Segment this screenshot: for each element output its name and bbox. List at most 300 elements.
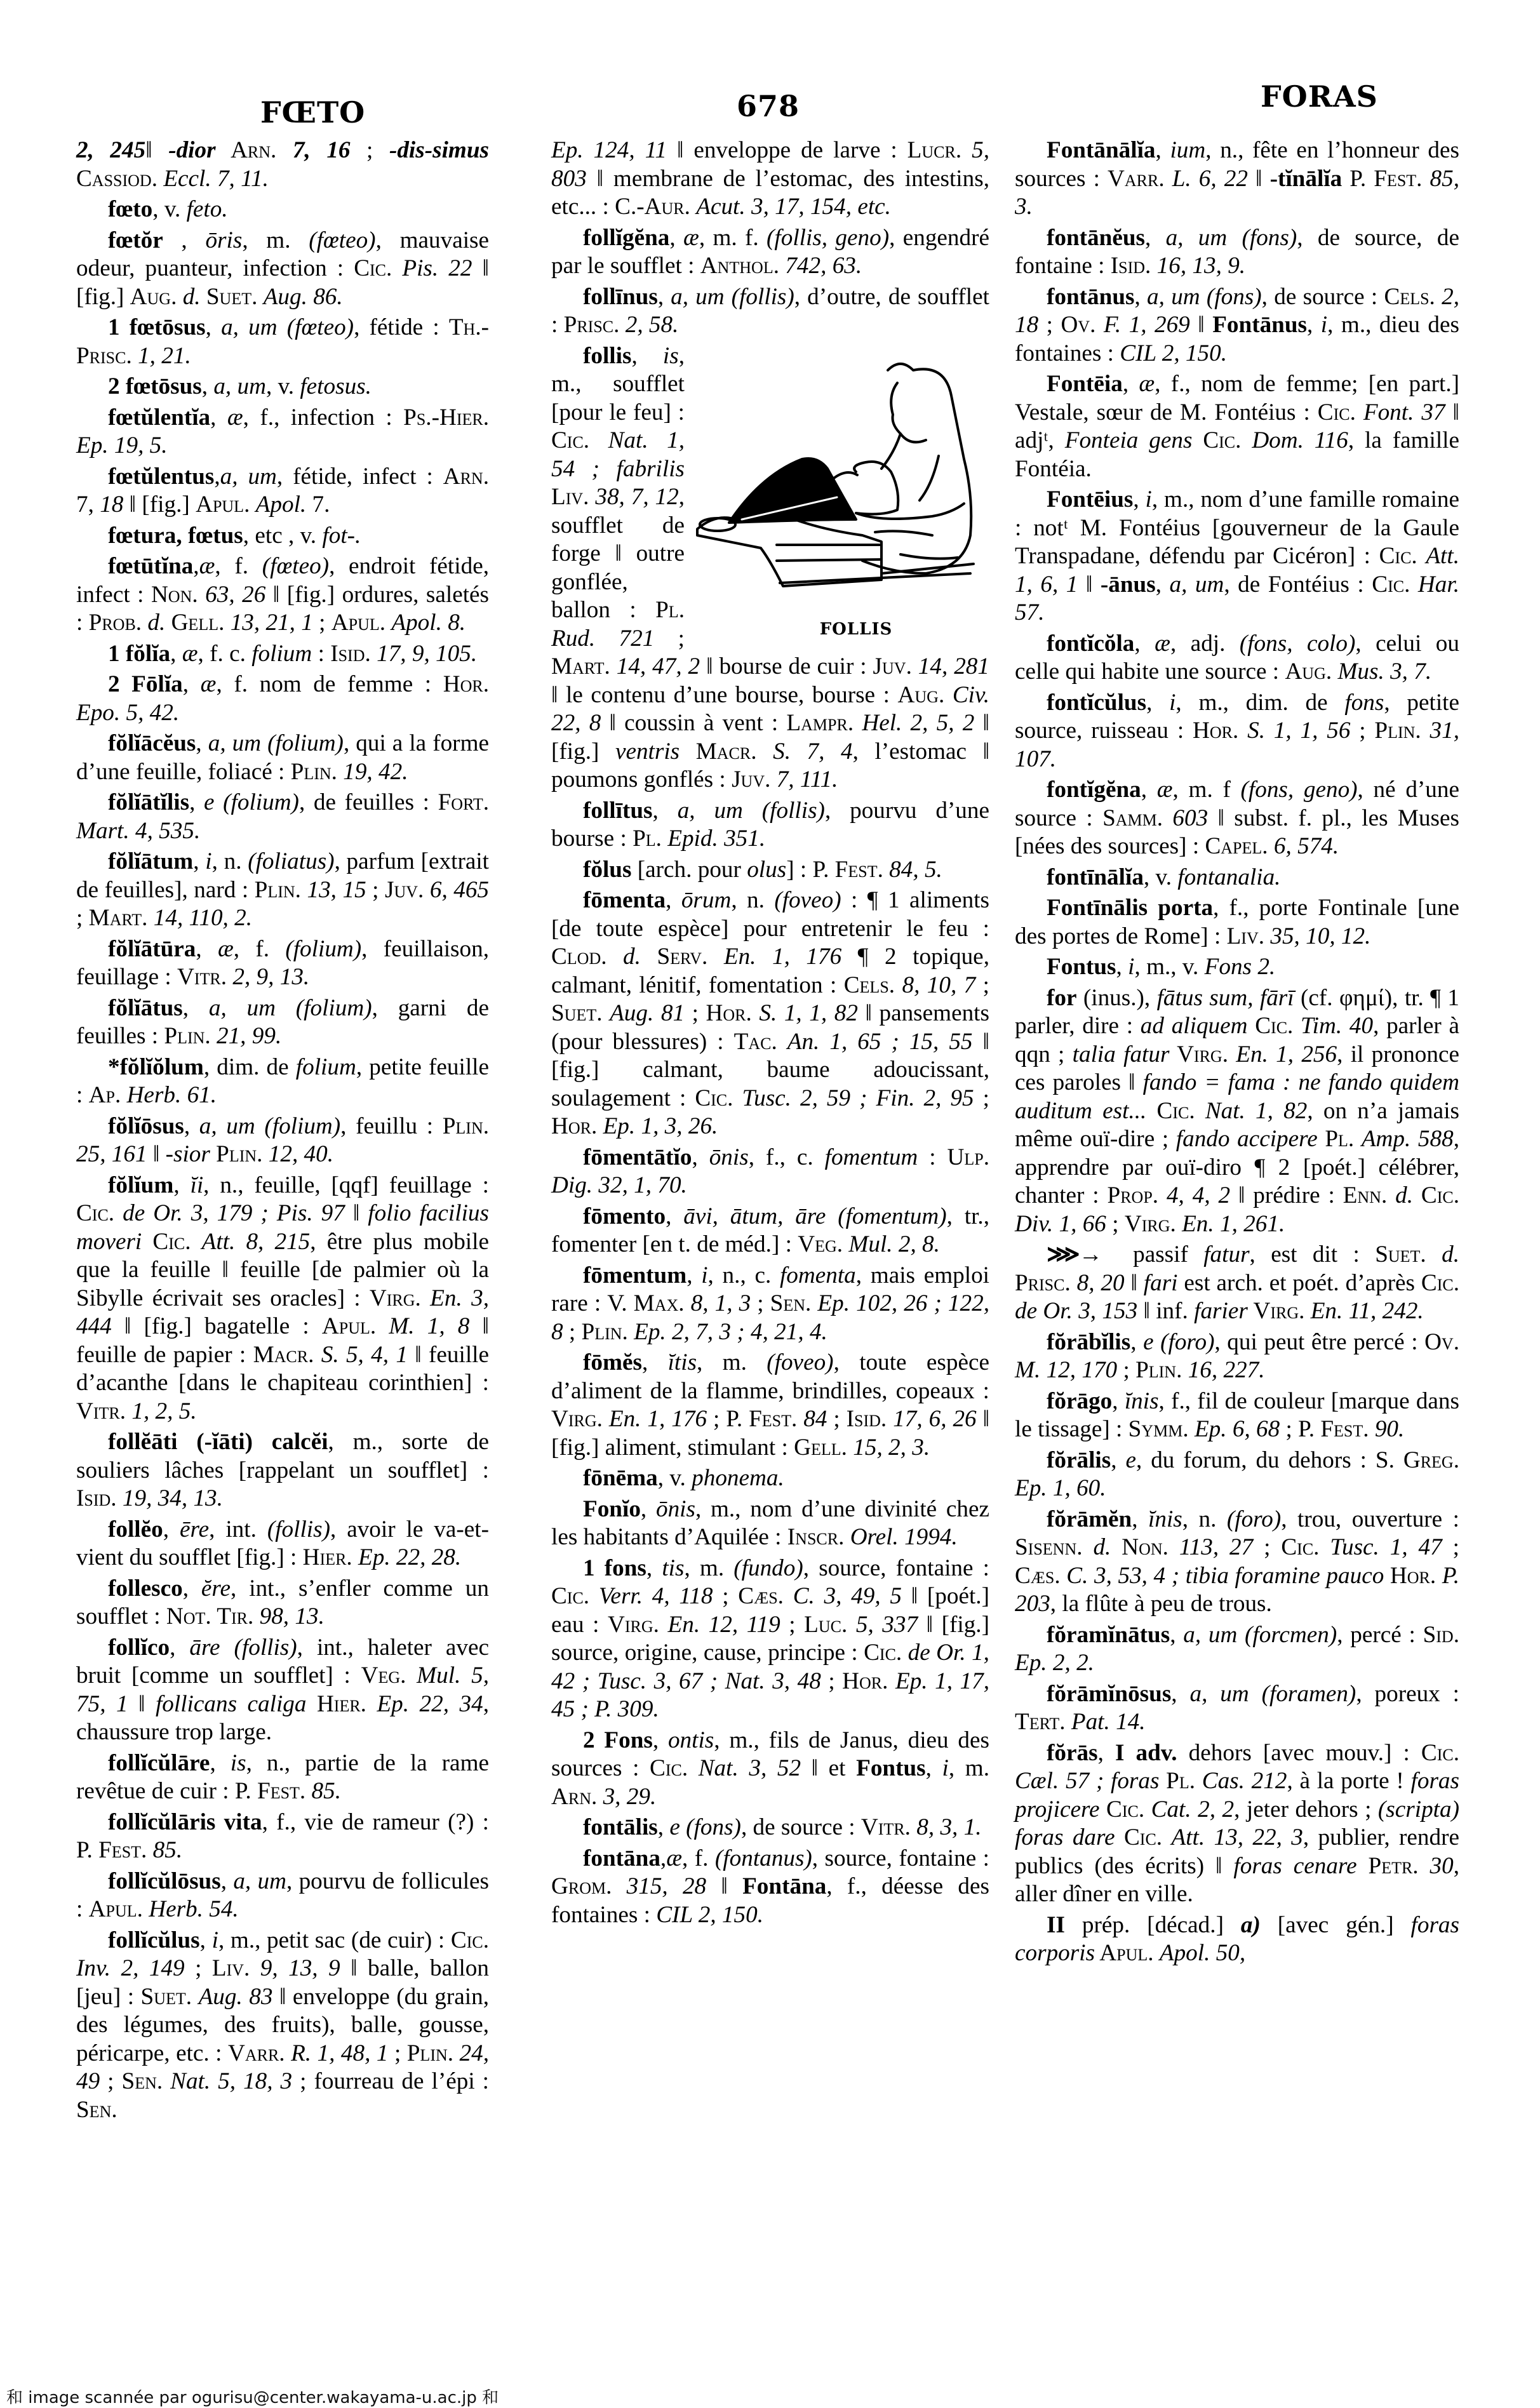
headword: follĭcŭlāre: [108, 1749, 210, 1776]
entry-text: fatur: [1203, 1241, 1250, 1268]
entry-text: de Or. 3, 153: [1015, 1298, 1138, 1324]
entry-text: Cic.: [1421, 1739, 1459, 1766]
entry-text: En. 12, 119: [667, 1611, 780, 1638]
entry-text: Dig. 32, 1, 70.: [551, 1172, 687, 1198]
entry-text: , m., soufflet [pour le feu] :: [551, 342, 685, 425]
entry-text: ;: [1038, 312, 1061, 338]
entry-text: Cic.: [1146, 1097, 1205, 1124]
entry-text: æ: [1156, 777, 1173, 803]
dictionary-entry: [76, 137, 489, 193]
headword: fŏrās: [1047, 1739, 1098, 1766]
dictionary-entry: [76, 404, 489, 460]
entry-text: 1, 2, 5.: [131, 1398, 197, 1424]
entry-text: fomentum: [824, 1144, 918, 1170]
entry-text: Att. 13, 22, 3: [1171, 1824, 1303, 1850]
entry-text: Hor.: [1384, 1562, 1442, 1589]
entry-text: fando = fama : ne fando quidem auditum est...: [1015, 1069, 1459, 1124]
entry-text: a): [1240, 1911, 1261, 1938]
entry-text: ‖ [fig.] ordures, saletés :: [76, 581, 490, 636]
entry-text: tis: [662, 1555, 685, 1581]
headword: 1 fŏlĭa: [108, 640, 171, 667]
entry-text: ;: [184, 1955, 212, 1981]
entry-text: Virg.: [551, 1406, 609, 1432]
dictionary-entry: [1015, 486, 1459, 627]
dictionary-entry: [1015, 283, 1459, 368]
entry-text: ,: [189, 789, 204, 815]
entry-text: Fest.: [834, 856, 890, 883]
entry-text: follicans caliga: [155, 1690, 307, 1717]
entry-text: ,: [184, 1113, 199, 1139]
entry-text: , feuillu :: [340, 1113, 443, 1139]
entry-text: i: [1145, 486, 1152, 512]
entry-text: 18: [100, 492, 124, 518]
entry-text: , f., vie de rameur (?) : P.: [76, 1809, 489, 1863]
entry-text: is: [662, 342, 679, 369]
entry-text: ‖: [344, 1200, 368, 1226]
entry-text: Mart.: [88, 905, 154, 931]
entry-text: 90.: [1374, 1416, 1405, 1442]
entry-text: Plin.: [406, 2040, 460, 2066]
entry-text: , parfum [extrait de feuilles], nard :: [76, 848, 490, 903]
entry-text: Aug.: [130, 283, 183, 310]
entry-text: Cic.: [695, 1085, 742, 1111]
entry-text: ‖ [fig.] bagatelle :: [111, 1313, 322, 1339]
entry-text: 25, 161: [76, 1141, 147, 1167]
entry-text: Cic.: [1421, 1269, 1460, 1296]
entry-text: Amp. 588: [1361, 1126, 1454, 1152]
entry-text: 98, 13.: [259, 1603, 325, 1629]
entry-text: ,: [193, 553, 199, 579]
entry-text: e (foro): [1143, 1328, 1215, 1355]
entry-text: (foveo): [774, 887, 841, 913]
entry-text: Fest.: [1320, 1416, 1375, 1442]
entry-text: Virg.: [1124, 1210, 1182, 1237]
entry-text: , n., feuille, [qqf] feuillage :: [203, 1172, 489, 1198]
entry-text: Capel.: [1205, 833, 1274, 859]
entry-text: , m., petit sac (de cuir) :: [218, 1927, 451, 1953]
entry-text: olus: [747, 856, 787, 883]
entry-text: æ: [200, 671, 217, 697]
entry-text: Tert.: [1015, 1709, 1071, 1735]
entry-text: En. 1, 261.: [1182, 1210, 1285, 1237]
entry-text: ‖ [fig.]: [123, 492, 196, 518]
entry-text: Dom. 116: [1252, 427, 1348, 453]
entry-text: Apol. 8.: [391, 610, 466, 636]
entry-text: ,: [1134, 630, 1155, 657]
headword: fōnēma: [583, 1465, 658, 1491]
entry-text: , m., fils de Janus, dieu des sources :: [551, 1727, 990, 1781]
entry-text: , aller dîner en ville.: [1015, 1852, 1459, 1907]
entry-text: i: [701, 1262, 708, 1288]
entry-text: ; P.: [707, 1406, 749, 1432]
dictionary-entry: [551, 1464, 989, 1493]
entry-text: Cic.: [864, 1640, 908, 1666]
headword: fŏlĭum: [108, 1172, 174, 1198]
entry-text: Th.-Prisc.: [76, 314, 490, 369]
dictionary-entry: [76, 1927, 489, 2125]
entry-text: ,: [1171, 1680, 1190, 1707]
entry-text: Macr.: [680, 738, 773, 765]
entry-text: , m., nom d’une famille romaine : notᵗ M. Fontéius [gouverneur de la Gaule Transpadane, défendu par Cicéron] :: [1015, 486, 1459, 569]
entry-text: ,: [1155, 571, 1170, 598]
arrow-icon: ⋙→: [1047, 1241, 1102, 1268]
entry-text: , est dit :: [1249, 1241, 1376, 1268]
dictionary-entry: [551, 1555, 989, 1724]
entry-text: ium: [1170, 137, 1206, 163]
entry-text: Fonteia gens: [1064, 427, 1193, 453]
entry-text: Non.: [1111, 1534, 1179, 1560]
entry-text: ,: [657, 283, 671, 310]
entry-text: 13, 15: [307, 876, 366, 903]
entry-text: 7.: [306, 492, 330, 518]
headword: fontĭgĕna: [1047, 777, 1141, 803]
headword: fŏrāmĕn: [1047, 1506, 1132, 1532]
entry-text: L. 6, 22: [1172, 165, 1248, 192]
entry-text: P.: [1342, 165, 1374, 192]
entry-text: ;: [1350, 718, 1375, 744]
entry-text: Pl.: [655, 597, 685, 623]
entry-text: Veg.: [798, 1231, 849, 1257]
entry-text: 84, 5.: [889, 856, 942, 883]
dictionary-entry: [76, 552, 489, 638]
entry-text: e (fons): [669, 1814, 741, 1840]
entry-text: ‖ le contenu d’une bourse, bourse :: [551, 681, 898, 708]
headword: follis: [583, 342, 632, 369]
entry-text: Ep. 1, 60.: [1015, 1475, 1106, 1501]
entry-text: ; fourreau de l’épi :: [292, 2068, 489, 2094]
entry-text: ;: [975, 972, 989, 998]
entry-text: ,: [666, 1203, 684, 1229]
entry-text: ; P.: [1280, 1416, 1321, 1442]
dictionary-entry: [76, 522, 489, 551]
entry-text: 9, 13, 9: [260, 1955, 340, 1981]
entry-text: Font. 37: [1363, 399, 1445, 425]
entry-text: ōrum: [681, 887, 732, 913]
entry-text: 85, 3.: [1015, 165, 1460, 220]
entry-text: fot-.: [322, 522, 361, 549]
entry-text: ,: [173, 1172, 191, 1198]
entry-text: , celui ou celle qui habite une source :: [1015, 630, 1459, 685]
entry-text: Samm.: [1102, 805, 1173, 831]
entry-text: , qui a la forme d’une feuille, foliacé :: [76, 730, 489, 785]
entry-text: Verr. 4, 118: [598, 1583, 713, 1609]
entry-text: , v.: [265, 373, 300, 399]
entry-text: feto.: [186, 196, 228, 222]
entry-text: [avec gén.]: [1260, 1911, 1411, 1938]
dictionary-entry: [551, 1203, 989, 1259]
entry-text: æ: [217, 935, 234, 962]
headword: fŏlĭātĭlis: [108, 789, 190, 815]
entry-text: Ep. 22, 34: [377, 1690, 483, 1717]
entry-text: Plin.: [164, 1023, 217, 1049]
entry-text: 19, 42.: [343, 758, 408, 785]
entry-text: folium: [295, 1054, 356, 1080]
entry-text: ;: [780, 1611, 805, 1638]
entry-text: , f.: [233, 935, 286, 962]
entry-text: ēre: [179, 1516, 210, 1542]
entry-text: ,: [1146, 689, 1170, 716]
entry-text: foras projicere: [1015, 1768, 1459, 1823]
entry-text: ,: [925, 1755, 942, 1781]
headword: follĭcŭlōsus: [108, 1868, 221, 1894]
entry-text: ;: [100, 2068, 122, 2094]
entry-text: , petite feuille :: [76, 1054, 490, 1108]
dictionary-entry: [551, 137, 989, 222]
entry-text: 2, 9, 13.: [232, 964, 310, 990]
entry-text: Cic.: [142, 1228, 202, 1255]
entry-text: ,: [640, 1495, 656, 1522]
dictionary-entry: [551, 1845, 989, 1930]
headword: fœtŭlentus: [108, 463, 215, 490]
entry-text: 31, 107.: [1015, 718, 1460, 772]
entry-text: Cic.: [450, 1927, 489, 1953]
entry-text: , de source :: [740, 1814, 861, 1840]
dictionary-entry: [1015, 894, 1459, 951]
entry-text: (cf. φημί), tr. ¶ 1 parler, dire :: [1015, 984, 1459, 1039]
entry-text: i: [1320, 312, 1328, 338]
entry-text: , petite source, ruisseau :: [1015, 689, 1459, 744]
entry-text: Vitr.: [860, 1814, 917, 1840]
entry-text: , m. f.: [699, 224, 767, 251]
dictionary-entry: [76, 463, 489, 519]
entry-text: 85.: [311, 1778, 341, 1804]
entry-text: Ep. 19, 5.: [76, 432, 168, 458]
entry-text: M. 12, 170: [1015, 1357, 1118, 1383]
entry-text: ;: [312, 610, 331, 636]
entry-text: Eccl. 7, 11.: [163, 165, 269, 192]
entry-text: 113, 27: [1179, 1534, 1254, 1560]
entry-text: , mais emploi rare :: [551, 1262, 989, 1316]
entry-text: d.: [1442, 1241, 1459, 1268]
entry-text: Sen.: [121, 2068, 171, 2094]
entry-text: Juv.: [385, 876, 430, 903]
headword: *fŏlĭŏlum: [108, 1054, 204, 1080]
entry-text: Prop.: [1107, 1182, 1167, 1208]
entry-text: ‖: [1124, 1269, 1144, 1296]
entry-text: Tac.: [733, 1028, 787, 1055]
headword: follĭcŭlus: [108, 1927, 200, 1953]
entry-text: ,: [686, 1262, 702, 1288]
entry-text: foras cenare: [1233, 1852, 1357, 1879]
dictionary-entry: [1015, 1621, 1459, 1678]
entry-text: Herb. 54.: [149, 1896, 239, 1922]
entry-text: , fétide, infect :: [276, 463, 443, 490]
headword: follītus: [583, 797, 653, 824]
dictionary-entry: [1015, 1328, 1459, 1385]
entry-text: Ap.: [88, 1082, 127, 1108]
entry-text: , f., fil de couleur [marque dans le tissage] :: [1015, 1388, 1459, 1442]
dictionary-entry: [1015, 630, 1459, 686]
entry-text: Fest.: [749, 1406, 804, 1432]
entry-text: Cæs.: [1015, 1562, 1067, 1589]
entry-text: (fons, geno): [1240, 777, 1358, 803]
headword: fontĭcŏla: [1047, 630, 1135, 657]
entry-text: Hor.: [1193, 718, 1248, 744]
running-head-right: FORAS: [1261, 79, 1378, 114]
entry-text: ‖ enveloppe de larve :: [667, 137, 907, 163]
entry-text: , percé :: [1337, 1621, 1423, 1648]
entry-text: Cic.: [1192, 427, 1252, 453]
entry-text: ‖ et: [801, 1755, 857, 1781]
entry-text: fando accipere: [1175, 1126, 1318, 1152]
entry-text: ‖ prédire :: [1230, 1182, 1343, 1208]
entry-text: Herb. 61.: [126, 1082, 217, 1108]
entry-text: ,: [1141, 777, 1157, 803]
entry-text: (foro): [1226, 1506, 1282, 1532]
entry-text: 8, 1, 3: [690, 1290, 751, 1316]
entry-text: P. 203: [1015, 1562, 1459, 1617]
entry-text: a, um: [1169, 571, 1224, 598]
entry-text: Mart.: [551, 653, 617, 679]
entry-text: , du forum, du dehors : S.: [1135, 1447, 1403, 1473]
entry-text: Pis. 22: [402, 255, 472, 281]
entry-text: , f., infection :: [243, 404, 404, 431]
entry-text: Fest.: [257, 1778, 312, 1804]
entry-text: Cæs.: [738, 1583, 793, 1609]
bellows-illustration-icon: [691, 345, 989, 612]
entry-text: a, um (fœteo): [221, 314, 354, 340]
entry-text: 7, 111.: [776, 766, 838, 793]
entry-text: Luc.: [804, 1611, 856, 1638]
entry-text: 17, 6, 26: [893, 1406, 977, 1432]
scan-credit: 和 image scannée par ogurisu@center.wakayama-u.ac.jp 和: [6, 2388, 499, 2407]
entry-text: Hier.: [306, 1690, 377, 1717]
entry-text: Veg.: [361, 1662, 417, 1689]
entry-text: , engendré par le soufflet :: [551, 224, 989, 279]
entry-text: Arn.: [551, 1783, 603, 1810]
entry-text: , m. f: [1172, 777, 1241, 803]
entry-text: ,: [1307, 312, 1321, 338]
entry-text: R. 1, 48, 1: [291, 2040, 389, 2066]
entry-text: , m., sorte de souliers lâches [rappelant un soufflet] :: [76, 1429, 489, 1483]
dictionary-entry: [551, 1262, 989, 1347]
entry-text: Hor.: [443, 671, 489, 697]
page-number: 678: [737, 89, 800, 123]
entry-text: Vitr.: [177, 964, 233, 990]
entry-text: 603: [1172, 805, 1209, 831]
entry-text: Virg.: [1169, 1041, 1236, 1067]
entry-text: Clod.: [551, 944, 624, 970]
entry-text: En. 3, 444: [76, 1285, 489, 1339]
entry-text: Cas. 212: [1202, 1768, 1287, 1794]
entry-text: 21, 99.: [216, 1023, 282, 1049]
dictionary-entry: [1015, 1506, 1459, 1619]
entry-text: æ: [199, 553, 215, 579]
entry-text: S. 5, 4, 1: [321, 1341, 408, 1368]
entry-text: Plin.: [254, 876, 307, 903]
entry-text: 19, 34, 13.: [122, 1485, 223, 1511]
dictionary-entry: [1015, 1241, 1459, 1326]
entry-text: ,: [1112, 1388, 1125, 1414]
entry-text: Isid.: [1110, 253, 1157, 279]
dictionary-entry: [1015, 864, 1459, 892]
entry-text: i: [1169, 689, 1176, 716]
entry-text: , m., dieu des fontaines :: [1015, 312, 1460, 366]
entry-text: En. 1, 256: [1236, 1041, 1337, 1067]
entry-text: ,: [1144, 224, 1166, 251]
entry-text: Cic.: [1413, 1182, 1459, 1208]
entry-text: Cic.: [650, 1755, 699, 1781]
dictionary-entry: [1015, 1680, 1459, 1737]
entry-text: , m.: [697, 1349, 767, 1375]
entry-text: , n.: [731, 887, 775, 913]
entry-text: ,: [1170, 1621, 1184, 1648]
entry-text: (follis): [267, 1516, 330, 1542]
entry-text: (inus.),: [1076, 984, 1157, 1011]
entry-text: , de source, de fontaine :: [1015, 224, 1459, 279]
headword: fŏrāmĭnōsus: [1047, 1680, 1172, 1707]
entry-text: 7,: [76, 492, 100, 518]
entry-text: Liv.: [551, 484, 596, 510]
entry-text: , m., v.: [1134, 954, 1205, 980]
entry-text: ,: [652, 1727, 668, 1753]
entry-text: āvi, ātum, āre (fomentum): [683, 1203, 947, 1229]
entry-text: æ: [182, 640, 198, 667]
entry-text: , apprendre par ouï-diro ¶ 2 [poét.] célébrer, chanter :: [1015, 1126, 1459, 1208]
entry-text: Sen.: [770, 1290, 818, 1316]
entry-text: talia fatur: [1072, 1041, 1170, 1067]
entry-text: Grom.: [551, 1873, 627, 1899]
dictionary-entry: [76, 1575, 489, 1631]
entry-text: ;: [350, 137, 389, 163]
dictionary-entry: [76, 994, 489, 1051]
entry-text: Isid.: [330, 640, 377, 667]
entry-text: ‖ enveloppe (du grain, des légumes, des fruits), balle, gousse, péricarpe, etc. :: [76, 1983, 489, 2066]
entry-text: En. 11, 242.: [1310, 1298, 1424, 1324]
entry-text: ‖: [706, 1873, 743, 1899]
entry-text: , la flûte à peu de trous.: [1050, 1591, 1272, 1617]
entry-text: Inv. 2, 149: [76, 1955, 185, 1981]
entry-text: æ: [683, 224, 699, 251]
entry-text: ;: [76, 905, 89, 931]
entry-text: Acut. 3, 17, 154, etc.: [696, 194, 891, 220]
entry-text: ,: [205, 314, 222, 340]
entry-text: (fœteo): [309, 227, 376, 253]
entry-text: Cic.: [76, 1200, 123, 1226]
entry-text: , f. nom de femme :: [216, 671, 443, 697]
entry-text: ,: [182, 1575, 201, 1602]
entry-text: Plin.: [1374, 718, 1430, 744]
entry-text: Varr.: [227, 2040, 291, 2066]
entry-text: a, um (follis): [671, 283, 794, 310]
entry-text: 315, 28: [626, 1873, 707, 1899]
headword: follīnus: [583, 283, 658, 310]
entry-text: , poreux :: [1356, 1680, 1459, 1707]
entry-text: ;: [820, 1668, 843, 1694]
headword: follĭco: [108, 1634, 170, 1661]
dictionary-entry: [76, 227, 489, 312]
entry-text: ōnis: [709, 1144, 749, 1170]
entry-text: , feuillaison, feuillage :: [76, 935, 490, 990]
entry-text: En. 1, 176: [723, 944, 842, 970]
entry-text: Ep. 1, 3, 26.: [603, 1113, 718, 1139]
entry-text: ,: [1132, 1506, 1149, 1532]
entry-text: ‖ [fig.] aliment, stimulant :: [551, 1406, 990, 1461]
entry-text: Ep. 22, 28.: [358, 1544, 462, 1570]
headword: fœtura, fœtus: [108, 522, 243, 549]
entry-text: Har. 57.: [1015, 571, 1459, 625]
entry-text: , soufflet de forge ‖ outre gonflée, ballon :: [551, 484, 685, 623]
entry-text: , f., c.: [748, 1144, 825, 1170]
entry-text: Plin.: [442, 1113, 490, 1139]
entry-text: phonema.: [692, 1465, 784, 1491]
entry-text: Serv.: [640, 944, 724, 970]
entry-text: ‖ [poét.] eau :: [551, 1583, 989, 1638]
entry-text: a, um: [233, 1868, 286, 1894]
entry-text: ‖ inf.: [1137, 1298, 1195, 1324]
entry-text: Cels.: [1384, 283, 1442, 310]
entry-text: fātus sum, fārī: [1156, 984, 1294, 1011]
